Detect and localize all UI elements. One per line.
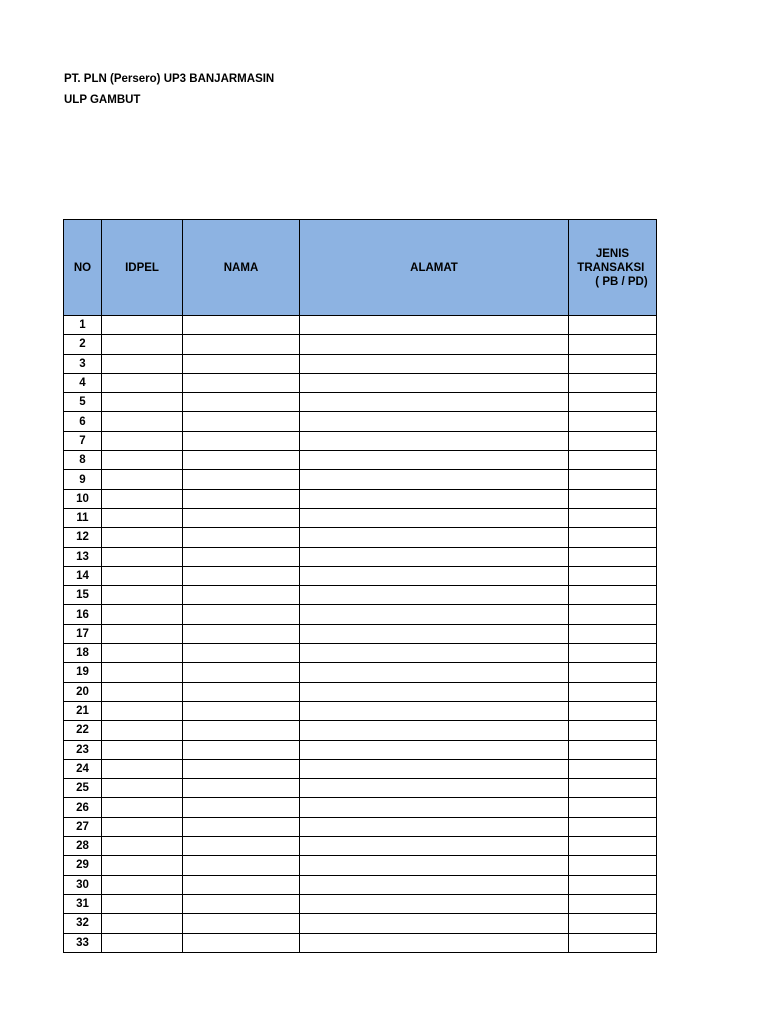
table-row bbox=[64, 335, 657, 354]
row-number-cell: 17 bbox=[64, 624, 102, 643]
row-number-cell: 9 bbox=[64, 470, 102, 489]
jenis-cell[interactable] bbox=[569, 547, 657, 566]
table-row bbox=[64, 759, 657, 778]
jenis-cell[interactable] bbox=[569, 470, 657, 489]
alamat-cell[interactable] bbox=[300, 586, 569, 605]
idpel-cell[interactable] bbox=[102, 393, 183, 412]
idpel-cell[interactable] bbox=[102, 335, 183, 354]
jenis-cell[interactable] bbox=[569, 393, 657, 412]
nama-cell[interactable] bbox=[183, 779, 300, 798]
row-number-cell: 5 bbox=[64, 393, 102, 412]
jenis-cell[interactable] bbox=[569, 489, 657, 508]
jenis-label-line1: JENIS bbox=[595, 247, 630, 260]
table-row bbox=[64, 316, 657, 335]
idpel-cell[interactable] bbox=[102, 894, 183, 913]
jenis-cell[interactable] bbox=[569, 528, 657, 547]
table-row bbox=[64, 663, 657, 682]
jenis-cell[interactable] bbox=[569, 682, 657, 701]
row-number-cell: 23 bbox=[64, 740, 102, 759]
table-row bbox=[64, 431, 657, 450]
row-number-cell: 3 bbox=[64, 354, 102, 373]
jenis-cell[interactable] bbox=[569, 914, 657, 933]
alamat-cell[interactable] bbox=[300, 721, 569, 740]
idpel-cell[interactable] bbox=[102, 817, 183, 836]
row-number-cell: 16 bbox=[64, 605, 102, 624]
table-row bbox=[64, 393, 657, 412]
column-header-no: NO bbox=[64, 220, 102, 316]
row-number-cell: 11 bbox=[64, 508, 102, 527]
jenis-cell[interactable] bbox=[569, 798, 657, 817]
nama-cell[interactable] bbox=[183, 798, 300, 817]
nama-cell[interactable] bbox=[183, 933, 300, 952]
alamat-cell[interactable] bbox=[300, 412, 569, 431]
jenis-cell[interactable] bbox=[569, 373, 657, 392]
nama-cell[interactable] bbox=[183, 856, 300, 875]
alamat-cell[interactable] bbox=[300, 335, 569, 354]
row-number-cell: 20 bbox=[64, 682, 102, 701]
nama-cell[interactable] bbox=[183, 875, 300, 894]
idpel-cell[interactable] bbox=[102, 547, 183, 566]
idpel-cell[interactable] bbox=[102, 759, 183, 778]
row-number-cell: 1 bbox=[64, 316, 102, 335]
table-row bbox=[64, 373, 657, 392]
alamat-cell[interactable] bbox=[300, 528, 569, 547]
row-number-cell: 18 bbox=[64, 644, 102, 663]
table-row bbox=[64, 566, 657, 585]
row-number-cell: 22 bbox=[64, 721, 102, 740]
table-row bbox=[64, 740, 657, 759]
column-header-idpel: IDPEL bbox=[102, 220, 183, 316]
row-number-cell: 21 bbox=[64, 701, 102, 720]
jenis-cell[interactable] bbox=[569, 412, 657, 431]
nama-cell[interactable] bbox=[183, 740, 300, 759]
unit-name: ULP GAMBUT bbox=[64, 94, 141, 106]
row-number-cell: 19 bbox=[64, 663, 102, 682]
table-body bbox=[64, 316, 657, 953]
jenis-cell[interactable] bbox=[569, 316, 657, 335]
alamat-cell[interactable] bbox=[300, 856, 569, 875]
idpel-cell[interactable] bbox=[102, 528, 183, 547]
table-row bbox=[64, 451, 657, 470]
idpel-cell[interactable] bbox=[102, 508, 183, 527]
alamat-cell[interactable] bbox=[300, 451, 569, 470]
nama-cell[interactable] bbox=[183, 470, 300, 489]
table-row bbox=[64, 547, 657, 566]
jenis-cell[interactable] bbox=[569, 759, 657, 778]
alamat-cell[interactable] bbox=[300, 566, 569, 585]
idpel-cell[interactable] bbox=[102, 701, 183, 720]
alamat-cell[interactable] bbox=[300, 798, 569, 817]
table-row bbox=[64, 605, 657, 624]
alamat-cell[interactable] bbox=[300, 354, 569, 373]
alamat-cell[interactable] bbox=[300, 316, 569, 335]
idpel-cell[interactable] bbox=[102, 837, 183, 856]
idpel-cell[interactable] bbox=[102, 354, 183, 373]
alamat-cell[interactable] bbox=[300, 605, 569, 624]
nama-cell[interactable] bbox=[183, 663, 300, 682]
nama-cell[interactable] bbox=[183, 489, 300, 508]
row-number-cell: 28 bbox=[64, 837, 102, 856]
alamat-cell[interactable] bbox=[300, 373, 569, 392]
row-number-cell: 8 bbox=[64, 451, 102, 470]
nama-cell[interactable] bbox=[183, 701, 300, 720]
alamat-cell[interactable] bbox=[300, 759, 569, 778]
jenis-cell[interactable] bbox=[569, 701, 657, 720]
row-number-cell: 26 bbox=[64, 798, 102, 817]
idpel-cell[interactable] bbox=[102, 856, 183, 875]
company-name: PT. PLN (Persero) UP3 BANJARMASIN bbox=[64, 73, 275, 85]
jenis-cell[interactable] bbox=[569, 605, 657, 624]
jenis-cell[interactable] bbox=[569, 856, 657, 875]
nama-cell[interactable] bbox=[183, 721, 300, 740]
jenis-cell[interactable] bbox=[569, 837, 657, 856]
jenis-cell[interactable] bbox=[569, 354, 657, 373]
nama-cell[interactable] bbox=[183, 335, 300, 354]
nama-cell[interactable] bbox=[183, 682, 300, 701]
alamat-cell[interactable] bbox=[300, 933, 569, 952]
alamat-cell[interactable] bbox=[300, 875, 569, 894]
nama-cell[interactable] bbox=[183, 528, 300, 547]
jenis-cell[interactable] bbox=[569, 566, 657, 585]
table-row bbox=[64, 412, 657, 431]
jenis-cell[interactable] bbox=[569, 894, 657, 913]
idpel-cell[interactable] bbox=[102, 933, 183, 952]
table-row bbox=[64, 354, 657, 373]
nama-cell[interactable] bbox=[183, 431, 300, 450]
jenis-cell[interactable] bbox=[569, 740, 657, 759]
nama-cell[interactable] bbox=[183, 373, 300, 392]
idpel-cell[interactable] bbox=[102, 470, 183, 489]
row-number-cell: 6 bbox=[64, 412, 102, 431]
table-row bbox=[64, 779, 657, 798]
column-header-nama: NAMA bbox=[183, 220, 300, 316]
jenis-cell[interactable] bbox=[569, 721, 657, 740]
alamat-cell[interactable] bbox=[300, 470, 569, 489]
jenis-cell[interactable] bbox=[569, 508, 657, 527]
alamat-cell[interactable] bbox=[300, 624, 569, 643]
alamat-cell[interactable] bbox=[300, 682, 569, 701]
alamat-cell[interactable] bbox=[300, 914, 569, 933]
alamat-cell[interactable] bbox=[300, 740, 569, 759]
idpel-cell[interactable] bbox=[102, 489, 183, 508]
jenis-cell[interactable] bbox=[569, 451, 657, 470]
table-row bbox=[64, 817, 657, 836]
table-row bbox=[64, 798, 657, 817]
jenis-cell[interactable] bbox=[569, 663, 657, 682]
nama-cell[interactable] bbox=[183, 566, 300, 585]
row-number-cell: 4 bbox=[64, 373, 102, 392]
alamat-cell[interactable] bbox=[300, 393, 569, 412]
idpel-cell[interactable] bbox=[102, 740, 183, 759]
column-header-jenis-transaksi bbox=[569, 220, 657, 316]
idpel-cell[interactable] bbox=[102, 798, 183, 817]
row-number-cell: 32 bbox=[64, 914, 102, 933]
idpel-cell[interactable] bbox=[102, 451, 183, 470]
table-row bbox=[64, 914, 657, 933]
jenis-cell[interactable] bbox=[569, 431, 657, 450]
table-row bbox=[64, 837, 657, 856]
row-number-cell: 7 bbox=[64, 431, 102, 450]
row-number-cell: 13 bbox=[64, 547, 102, 566]
alamat-cell[interactable] bbox=[300, 701, 569, 720]
table-row bbox=[64, 894, 657, 913]
table-row bbox=[64, 701, 657, 720]
nama-cell[interactable] bbox=[183, 914, 300, 933]
table-row bbox=[64, 721, 657, 740]
idpel-cell[interactable] bbox=[102, 914, 183, 933]
nama-cell[interactable] bbox=[183, 644, 300, 663]
jenis-cell[interactable] bbox=[569, 586, 657, 605]
nama-cell[interactable] bbox=[183, 759, 300, 778]
table-row bbox=[64, 856, 657, 875]
nama-cell[interactable] bbox=[183, 316, 300, 335]
alamat-cell[interactable] bbox=[300, 431, 569, 450]
alamat-cell[interactable] bbox=[300, 547, 569, 566]
row-number-cell: 25 bbox=[64, 779, 102, 798]
idpel-cell[interactable] bbox=[102, 663, 183, 682]
nama-cell[interactable] bbox=[183, 393, 300, 412]
jenis-label-line2: TRANSAKSI bbox=[577, 261, 645, 274]
nama-cell[interactable] bbox=[183, 586, 300, 605]
jenis-cell[interactable] bbox=[569, 335, 657, 354]
idpel-cell[interactable] bbox=[102, 624, 183, 643]
idpel-cell[interactable] bbox=[102, 779, 183, 798]
row-number-cell: 29 bbox=[64, 856, 102, 875]
table-row bbox=[64, 528, 657, 547]
jenis-cell[interactable] bbox=[569, 644, 657, 663]
idpel-cell[interactable] bbox=[102, 412, 183, 431]
row-number-cell: 10 bbox=[64, 489, 102, 508]
row-number-cell: 2 bbox=[64, 335, 102, 354]
nama-cell[interactable] bbox=[183, 605, 300, 624]
table-row bbox=[64, 489, 657, 508]
idpel-cell[interactable] bbox=[102, 316, 183, 335]
jenis-cell[interactable] bbox=[569, 933, 657, 952]
alamat-cell[interactable] bbox=[300, 817, 569, 836]
alamat-cell[interactable] bbox=[300, 663, 569, 682]
idpel-cell[interactable] bbox=[102, 875, 183, 894]
idpel-cell[interactable] bbox=[102, 721, 183, 740]
row-number-cell: 24 bbox=[64, 759, 102, 778]
row-number-cell: 31 bbox=[64, 894, 102, 913]
nama-cell[interactable] bbox=[183, 624, 300, 643]
transaction-form-table bbox=[63, 219, 657, 953]
alamat-cell[interactable] bbox=[300, 837, 569, 856]
table-row bbox=[64, 875, 657, 894]
nama-cell[interactable] bbox=[183, 412, 300, 431]
row-number-cell: 33 bbox=[64, 933, 102, 952]
alamat-cell[interactable] bbox=[300, 779, 569, 798]
idpel-cell[interactable] bbox=[102, 566, 183, 585]
jenis-label-line3: ( PB / PD) bbox=[595, 275, 648, 288]
nama-cell[interactable] bbox=[183, 354, 300, 373]
table-row bbox=[64, 933, 657, 952]
idpel-cell[interactable] bbox=[102, 682, 183, 701]
row-number-cell: 27 bbox=[64, 817, 102, 836]
row-number-cell: 30 bbox=[64, 875, 102, 894]
idpel-cell[interactable] bbox=[102, 644, 183, 663]
nama-cell[interactable] bbox=[183, 451, 300, 470]
table-row bbox=[64, 586, 657, 605]
nama-cell[interactable] bbox=[183, 508, 300, 527]
table-row bbox=[64, 624, 657, 643]
jenis-cell[interactable] bbox=[569, 817, 657, 836]
alamat-cell[interactable] bbox=[300, 644, 569, 663]
idpel-cell[interactable] bbox=[102, 373, 183, 392]
nama-cell[interactable] bbox=[183, 817, 300, 836]
row-number-cell: 12 bbox=[64, 528, 102, 547]
idpel-cell[interactable] bbox=[102, 586, 183, 605]
table-row bbox=[64, 470, 657, 489]
jenis-cell[interactable] bbox=[569, 875, 657, 894]
table-row bbox=[64, 508, 657, 527]
idpel-cell[interactable] bbox=[102, 431, 183, 450]
idpel-cell[interactable] bbox=[102, 605, 183, 624]
table-row bbox=[64, 682, 657, 701]
table-header-row bbox=[64, 220, 657, 316]
nama-cell[interactable] bbox=[183, 894, 300, 913]
nama-cell[interactable] bbox=[183, 547, 300, 566]
table-row bbox=[64, 644, 657, 663]
row-number-cell: 14 bbox=[64, 566, 102, 585]
jenis-cell[interactable] bbox=[569, 779, 657, 798]
column-header-alamat: ALAMAT bbox=[300, 220, 569, 316]
nama-cell[interactable] bbox=[183, 837, 300, 856]
jenis-cell[interactable] bbox=[569, 624, 657, 643]
alamat-cell[interactable] bbox=[300, 508, 569, 527]
alamat-cell[interactable] bbox=[300, 489, 569, 508]
alamat-cell[interactable] bbox=[300, 894, 569, 913]
row-number-cell: 15 bbox=[64, 586, 102, 605]
